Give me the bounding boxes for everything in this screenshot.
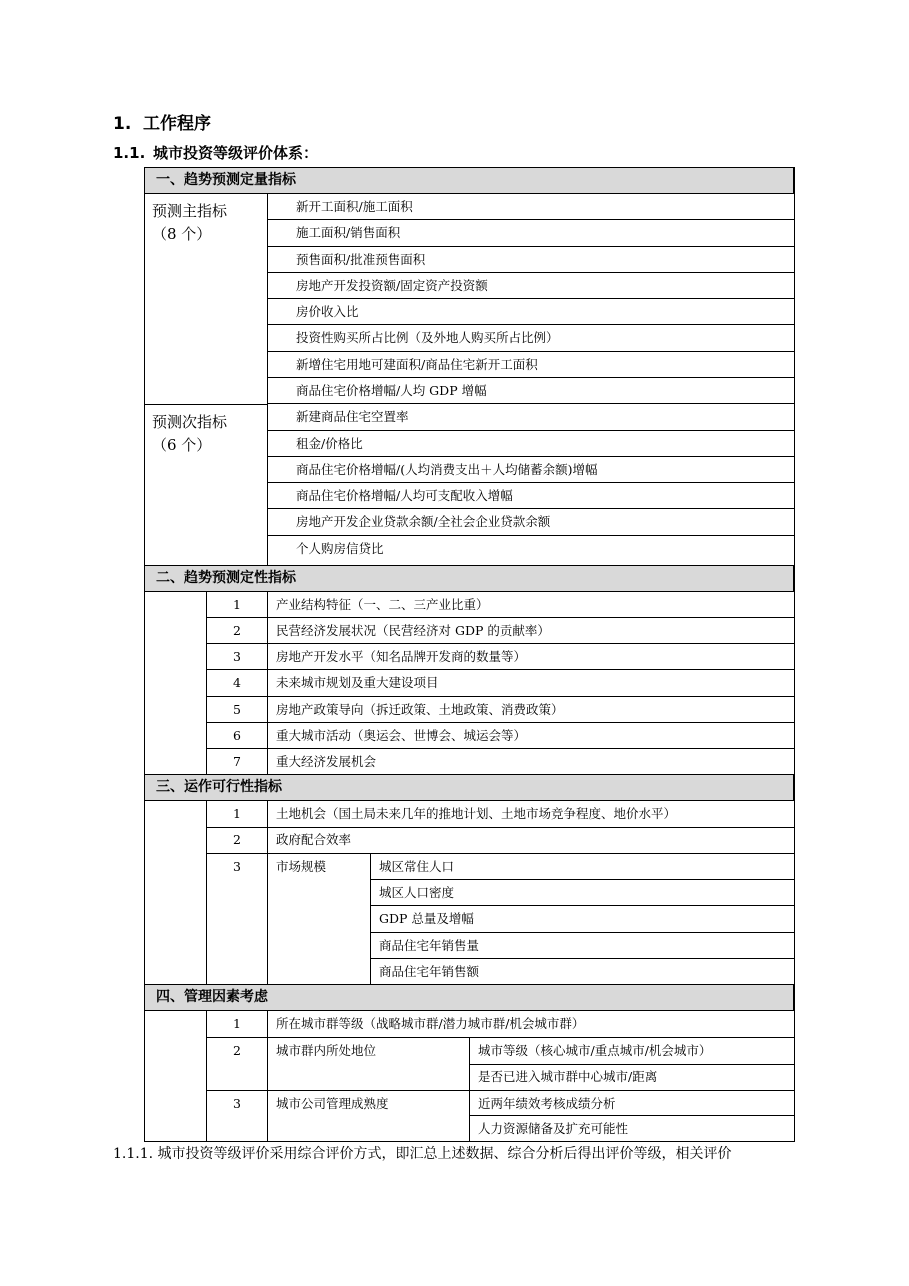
qual-row-text: 重大城市活动（奥运会、世博会、城运会等） bbox=[276, 728, 527, 743]
main-indicator-item: 商品住宅价格增幅/人均 GDP 增幅 bbox=[296, 383, 487, 398]
ops-row2-number: 2 bbox=[233, 832, 241, 847]
row-divider bbox=[206, 827, 795, 828]
sub-indicator-item: 新建商品住宅空置率 bbox=[296, 409, 409, 424]
row-divider bbox=[370, 932, 795, 933]
col-divider bbox=[206, 591, 207, 774]
main-indicator-label: 预测主指标 bbox=[152, 202, 228, 220]
ops-row3-label: 市场规模 bbox=[276, 859, 327, 874]
market-size-sub-item: 商品住宅年销售额 bbox=[379, 964, 480, 979]
col-divider bbox=[267, 193, 268, 565]
col-divider bbox=[469, 1037, 470, 1141]
qual-row-number: 3 bbox=[233, 649, 241, 664]
table-border-right bbox=[794, 167, 795, 1142]
mgmt-row2-sub: 城市等级（核心城市/重点城市/机会城市） bbox=[478, 1043, 712, 1058]
main-indicator-item: 投资性购买所占比例（及外地人购买所占比例） bbox=[296, 330, 559, 345]
qual-row-number: 1 bbox=[233, 597, 241, 612]
qual-row-text: 重大经济发展机会 bbox=[276, 754, 377, 769]
heading-2-number: 1.1. bbox=[113, 144, 146, 162]
col-divider bbox=[370, 853, 371, 984]
row-divider bbox=[206, 669, 795, 670]
sub-indicator-item: 房地产开发企业贷款余额/全社会企业贷款余额 bbox=[296, 514, 551, 529]
market-size-sub-item: 城区人口密度 bbox=[379, 885, 455, 900]
col-divider bbox=[206, 1010, 207, 1141]
row-divider bbox=[469, 1115, 795, 1116]
section-qualitative: 二、趋势预测定性指标 bbox=[144, 565, 794, 592]
ops-row2-text: 政府配合效率 bbox=[276, 832, 352, 847]
section-feasibility: 三、运作可行性指标 bbox=[144, 774, 794, 801]
ops-row1-number: 1 bbox=[233, 806, 241, 821]
main-indicator-item: 新增住宅用地可建面积/商品住宅新开工面积 bbox=[296, 357, 538, 372]
row-divider bbox=[206, 1090, 795, 1091]
sub-indicator-item: 个人购房信贷比 bbox=[296, 541, 384, 556]
main-indicator-count: （8 个） bbox=[152, 225, 212, 243]
qual-row-text: 未来城市规划及重大建设项目 bbox=[276, 675, 439, 690]
ops-row1-text: 土地机会（国土局未来几年的推地计划、土地市场竞争程度、地价水平） bbox=[276, 806, 677, 821]
table-border-bottom bbox=[144, 1141, 795, 1142]
mgmt-row2-number: 2 bbox=[233, 1043, 241, 1058]
heading-2 bbox=[113, 142, 318, 163]
row-divider bbox=[370, 879, 795, 880]
mgmt-row3-sub: 近两年绩效考核成绩分析 bbox=[478, 1096, 616, 1111]
row-divider bbox=[206, 617, 795, 618]
row-divider bbox=[370, 905, 795, 906]
mgmt-row1-text: 所在城市群等级（战略城市群/潜力城市群/机会城市群） bbox=[276, 1016, 585, 1031]
col-divider bbox=[267, 591, 268, 774]
group-divider bbox=[144, 404, 268, 405]
qual-row-number: 2 bbox=[233, 623, 241, 638]
mgmt-row1-number: 1 bbox=[233, 1016, 241, 1031]
heading-2-text: 城市投资等级评价体系： bbox=[153, 144, 319, 162]
heading-1-text: 工作程序 bbox=[143, 114, 211, 134]
col-divider bbox=[267, 1010, 268, 1141]
market-size-sub-item: GDP 总量及增幅 bbox=[379, 911, 474, 926]
heading-1 bbox=[113, 109, 211, 134]
qual-row-number: 4 bbox=[233, 675, 241, 690]
row-divider bbox=[267, 403, 795, 404]
ops-row3-number: 3 bbox=[233, 859, 241, 874]
market-size-sub-item: 商品住宅年销售量 bbox=[379, 938, 480, 953]
row-divider bbox=[370, 958, 795, 959]
row-divider bbox=[267, 272, 795, 273]
qual-row-number: 6 bbox=[233, 728, 241, 743]
mgmt-row3-sub: 人力资源储备及扩充可能性 bbox=[478, 1121, 629, 1136]
qual-row-text: 民营经济发展状况（民营经济对 GDP 的贡献率） bbox=[276, 623, 550, 638]
sub-indicator-label: 预测次指标 bbox=[152, 413, 228, 431]
section-quantitative: 一、趋势预测定量指标 bbox=[144, 167, 794, 194]
sub-indicator-count: （6 个） bbox=[152, 436, 212, 454]
main-indicator-item: 房地产开发投资额/固定资产投资额 bbox=[296, 278, 488, 293]
sub-indicator-item: 商品住宅价格增幅/(人均消费支出＋人均储蓄余额)增幅 bbox=[296, 462, 598, 477]
qual-row-text: 产业结构特征（一、二、三产业比重） bbox=[276, 597, 489, 612]
row-divider bbox=[206, 643, 795, 644]
row-divider bbox=[267, 246, 795, 247]
row-divider bbox=[267, 456, 795, 457]
main-indicator-item: 新开工面积/施工面积 bbox=[296, 199, 413, 214]
main-indicator-item: 施工面积/销售面积 bbox=[296, 225, 401, 240]
row-divider bbox=[267, 298, 795, 299]
row-divider bbox=[206, 722, 795, 723]
row-divider bbox=[267, 508, 795, 509]
row-divider bbox=[267, 351, 795, 352]
mgmt-row2-sub: 是否已进入城市群中心城市/距离 bbox=[478, 1069, 658, 1084]
mgmt-row3-number: 3 bbox=[233, 1096, 241, 1111]
row-divider bbox=[206, 853, 795, 854]
row-divider bbox=[206, 1037, 795, 1038]
heading-1-number: 1. bbox=[113, 114, 132, 134]
row-divider bbox=[267, 324, 795, 325]
main-indicator-item: 房价收入比 bbox=[296, 304, 359, 319]
section-management: 四、管理因素考虑 bbox=[144, 984, 794, 1011]
mgmt-row3-label: 城市公司管理成熟度 bbox=[276, 1096, 389, 1111]
row-divider bbox=[206, 748, 795, 749]
row-divider bbox=[267, 377, 795, 378]
row-divider bbox=[267, 535, 795, 536]
qual-row-number: 5 bbox=[233, 702, 241, 717]
row-divider bbox=[469, 1064, 795, 1065]
qual-row-text: 房地产开发水平（知名品牌开发商的数量等） bbox=[276, 649, 527, 664]
row-divider bbox=[267, 219, 795, 220]
sub-indicator-item: 商品住宅价格增幅/人均可支配收入增幅 bbox=[296, 488, 513, 503]
market-size-sub-item: 城区常住人口 bbox=[379, 859, 455, 874]
qual-row-text: 房地产政策导向（拆迁政策、土地政策、消费政策） bbox=[276, 702, 564, 717]
row-divider bbox=[206, 696, 795, 697]
row-divider bbox=[267, 482, 795, 483]
row-divider bbox=[267, 430, 795, 431]
sub-indicator-item: 租金/价格比 bbox=[296, 436, 363, 451]
qual-row-number: 7 bbox=[233, 754, 241, 769]
mgmt-row2-label: 城市群内所处地位 bbox=[276, 1043, 377, 1058]
main-indicator-item: 预售面积/批准预售面积 bbox=[296, 252, 426, 267]
footer-paragraph: 1.1.1. 城市投资等级评价采用综合评价方式，即汇总上述数据、综合分析后得出评价等级，相关评价 bbox=[113, 1146, 732, 1162]
